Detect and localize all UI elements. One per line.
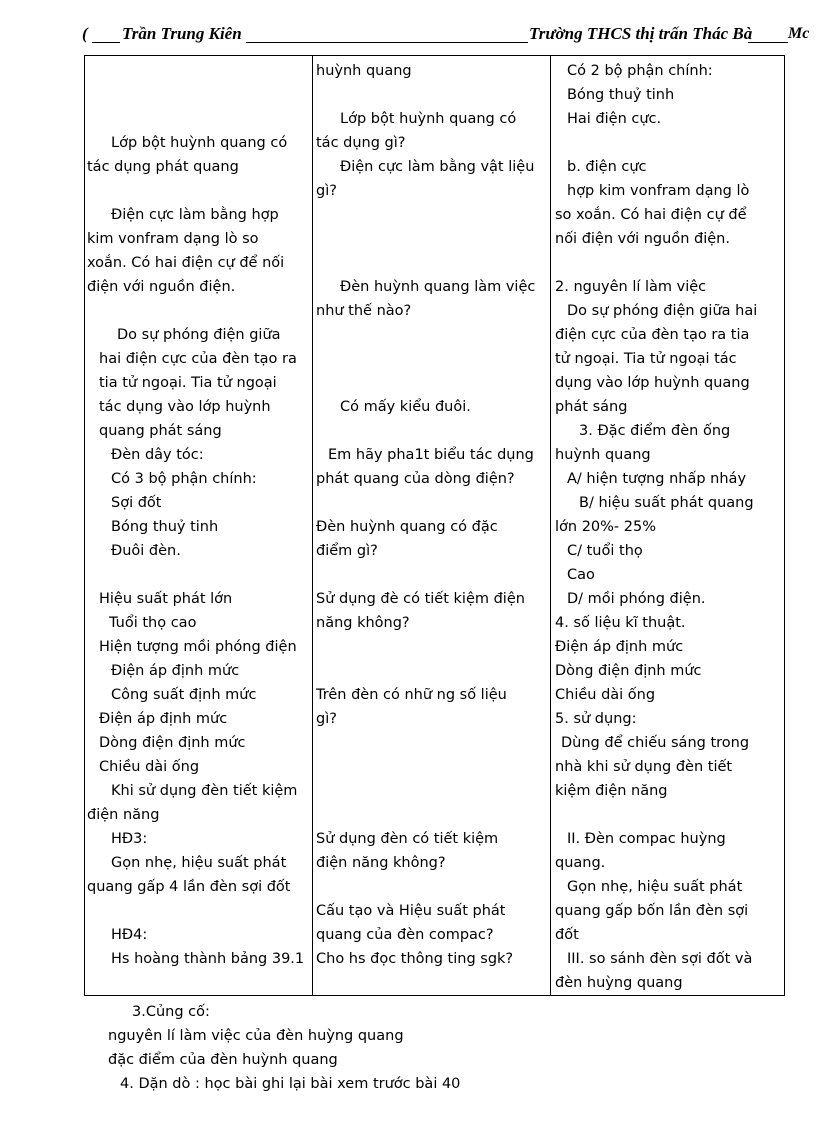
- col2-line: gì?: [316, 711, 337, 727]
- col3-line: Do sự phóng điện giữa hai: [567, 303, 758, 319]
- col3-line: hợp kim vonfram dạng lò: [567, 183, 750, 199]
- col1-line: Chiều dài ống: [99, 759, 200, 775]
- consolidation-heading: 3.Củng cố:: [132, 1004, 210, 1020]
- col3-line: điện cực của đèn tạo ra tia: [555, 327, 750, 343]
- header-open-paren: (: [82, 24, 88, 43]
- homework-line: 4. Dặn dò : học bài ghi lại bài xem trước bài 40: [120, 1076, 461, 1092]
- col2-line: quang của đèn compac?: [316, 927, 494, 943]
- col2-line: năng không?: [316, 615, 410, 631]
- col1-line: Sợi đốt: [111, 495, 162, 511]
- col1-line: tia tử ngoại. Tia tử ngoại: [99, 375, 277, 391]
- col3-line: Gọn nhẹ, hiệu suất phát: [567, 879, 743, 895]
- col3-line: Cao: [567, 567, 595, 583]
- header-underline-2: [246, 42, 528, 43]
- column-divider-1: [312, 56, 313, 995]
- col1-line: kim vonfram dạng lò so: [87, 231, 259, 247]
- col1-line: Đèn dây tóc:: [111, 447, 204, 463]
- col1-line: Hs hoàng thành bảng 39.1: [111, 951, 305, 967]
- col1-line: Công suất định mức: [111, 687, 257, 703]
- col2-line: huỳnh quang: [316, 63, 412, 79]
- col1-line: Điện áp định mức: [99, 711, 228, 727]
- column-divider-2: [550, 56, 551, 995]
- col1-line: HĐ3:: [111, 831, 148, 847]
- col2-line: điểm gì?: [316, 543, 378, 559]
- col1-line: Hiện tượng mồi phóng điện: [99, 639, 297, 655]
- col2-line: Lớp bột huỳnh quang có: [340, 111, 517, 127]
- col1-line: Đuôi đèn.: [111, 543, 181, 559]
- col1-line: Do sự phóng điện giữa: [117, 327, 281, 343]
- col1-line: tác dụng vào lớp huỳnh: [99, 399, 271, 415]
- col2-line: Điện cực làm bằng vật liệu: [340, 159, 535, 175]
- page-header: [82, 24, 810, 52]
- col3-line: kiệm điện năng: [555, 783, 668, 799]
- school-name: Trường THCS thị trấn Thác Bà: [529, 24, 753, 43]
- header-underline-3: [748, 42, 788, 43]
- col3-line: Có 2 bộ phận chính:: [567, 63, 713, 79]
- col3-line: phát sáng: [555, 399, 628, 415]
- consolidation-line-2: đặc điểm của đèn huỳnh quang: [108, 1052, 338, 1068]
- col2-line: Em hãy pha1t biểu tác dụng: [328, 447, 534, 463]
- col3-line: lớn 20%- 25%: [555, 519, 656, 535]
- col3-line: 2. nguyên lí làm việc: [555, 279, 707, 295]
- col3-line: quang.: [555, 855, 606, 871]
- col3-line: C/ tuổi thọ: [567, 543, 643, 559]
- lesson-table: [84, 55, 785, 996]
- col1-line: Lớp bột huỳnh quang có: [111, 135, 288, 151]
- consolidation-line-1: nguyên lí làm việc của đèn huỳng quang: [108, 1028, 404, 1044]
- col1-line: điện với nguồn điện.: [87, 279, 236, 295]
- col3-line: III. so sánh đèn sợi đốt và: [567, 951, 753, 967]
- col1-line: hai điện cực của đèn tạo ra: [99, 351, 297, 367]
- col2-line: như thế nào?: [316, 303, 412, 319]
- col1-line: Tuổi thọ cao: [109, 615, 197, 631]
- col3-line: D/ mồi phóng điện.: [567, 591, 706, 607]
- col2-line: Sử dụng đè có tiết kiệm điện: [316, 591, 525, 607]
- col3-line: huỳnh quang: [555, 447, 651, 463]
- col2-line: Cho hs đọc thông ting sgk?: [316, 951, 514, 967]
- col2-line: phát quang của dòng điện?: [316, 471, 515, 487]
- col3-line: B/ hiệu suất phát quang: [579, 495, 754, 511]
- teacher-name: Trần Trung Kiên: [122, 24, 242, 43]
- col2-line: Đèn huỳnh quang có đặc: [316, 519, 498, 535]
- col3-line: Dòng điện định mức: [555, 663, 702, 679]
- col3-line: so xoắn. Có hai điện cự để: [555, 207, 747, 223]
- col1-line: điện năng: [87, 807, 160, 823]
- col1-line: Điện cực làm bằng hợp: [111, 207, 279, 223]
- col2-line: gì?: [316, 183, 337, 199]
- col2-line: tác dụng gì?: [316, 135, 406, 151]
- col1-line: Gọn nhẹ, hiệu suất phát: [111, 855, 287, 871]
- col3-line: 3. Đặc điểm đèn ống: [579, 423, 731, 439]
- col1-line: quang gấp 4 lần đèn sợi đốt: [87, 879, 291, 895]
- col3-line: nối điện với nguồn điện.: [555, 231, 730, 247]
- header-underline-1: [92, 42, 120, 43]
- col3-line: dụng vào lớp huỳnh quang: [555, 375, 750, 391]
- col1-line: xoắn. Có hai điện cự để nối: [87, 255, 285, 271]
- col3-line: 4. số liệu kĩ thuật.: [555, 615, 686, 631]
- col3-line: II. Đèn compac huỳng: [567, 831, 726, 847]
- col1-line: Điện áp định mức: [111, 663, 240, 679]
- col1-line: Khi sử dụng đèn tiết kiệm: [111, 783, 298, 799]
- col3-line: tử ngoại. Tia tử ngoại tác: [555, 351, 737, 367]
- col3-line: A/ hiện tượng nhấp nháy: [567, 471, 747, 487]
- col2-line: Sử dụng đèn có tiết kiệm: [316, 831, 499, 847]
- col1-line: Hiệu suất phát lớn: [99, 591, 233, 607]
- col3-line: quang gấp bốn lần đèn sợi: [555, 903, 749, 919]
- col1-line: Dòng điện định mức: [99, 735, 246, 751]
- col1-line: quang phát sáng: [99, 423, 222, 439]
- col1-line: Bóng thuỷ tinh: [111, 519, 219, 535]
- col3-line: Hai điện cực.: [567, 111, 662, 127]
- col3-line: Bóng thuỷ tinh: [567, 87, 675, 103]
- col3-line: Chiều dài ống: [555, 687, 656, 703]
- col2-line: Đèn huỳnh quang làm việc: [340, 279, 536, 295]
- col3-line: nhà khi sử dụng đèn tiết: [555, 759, 733, 775]
- col3-line: Điện áp định mức: [555, 639, 684, 655]
- col2-line: Cấu tạo và Hiệu suất phát: [316, 903, 506, 919]
- col3-line: 5. sử dụng:: [555, 711, 637, 727]
- col3-line: đèn huỳng quang: [555, 975, 683, 991]
- header-logo: Mc: [788, 25, 810, 42]
- col3-line: b. điện cực: [567, 159, 647, 175]
- col2-line: Có mấy kiểu đuôi.: [340, 399, 471, 415]
- col1-line: HĐ4:: [111, 927, 148, 943]
- col2-line: điện năng không?: [316, 855, 446, 871]
- col3-line: Dùng để chiếu sáng trong: [561, 735, 750, 751]
- col1-line: Có 3 bộ phận chính:: [111, 471, 257, 487]
- col1-line: tác dụng phát quang: [87, 159, 239, 175]
- col3-line: đốt: [555, 927, 579, 943]
- col2-line: Trên đèn có nhữ ng số liệu: [316, 687, 507, 703]
